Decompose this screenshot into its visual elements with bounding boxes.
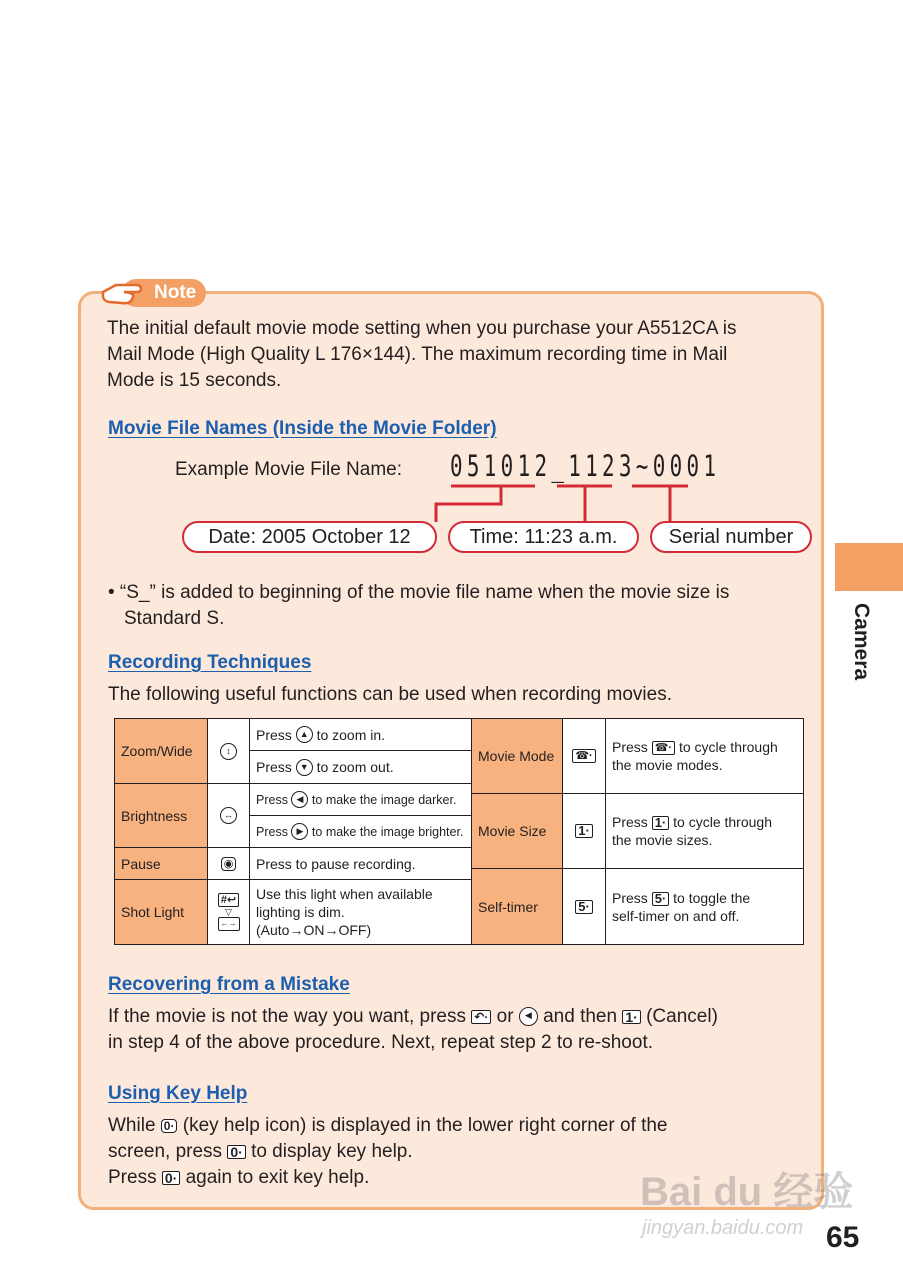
self-timer-post: to toggle the <box>673 889 751 906</box>
zoom-label: Zoom/Wide <box>115 719 208 784</box>
movie-size-post: to cycle through <box>673 814 772 830</box>
keyhelp-l2b: to display key help. <box>251 1141 413 1162</box>
movie-mode-desc <box>606 719 803 794</box>
note-line-1: The initial default movie mode setting when you purchase your A5512CA is <box>107 318 737 339</box>
zoom-in-desc <box>250 719 472 751</box>
mistake-l1b: or <box>496 1006 514 1027</box>
page-number: 65 <box>826 1221 860 1254</box>
section-label-wrap <box>845 603 875 693</box>
self-timer-pre: Press <box>612 889 648 906</box>
shot-light-desc <box>250 880 472 944</box>
zoom-in-pre: Press <box>256 726 292 743</box>
left-key-icon: ◀ <box>291 791 308 808</box>
date-callout: Date: 2005 October 12 <box>182 521 437 553</box>
mistake-line-2: in step 4 of the above procedure. Next, repeat step 2 to re-shoot. <box>108 1032 653 1053</box>
keyhelp-line-3 <box>108 1165 369 1191</box>
movie-mode-line-2: the movie modes. <box>612 757 723 773</box>
call-key-icon: ☎· <box>572 749 595 763</box>
brightness-bright-desc <box>250 816 472 848</box>
mistake-l1d: (Cancel) <box>646 1006 718 1027</box>
bright-post: to make the image brighter. <box>311 824 464 839</box>
movie-size-key-cell <box>563 794 606 869</box>
pause-key-cell <box>208 848 250 880</box>
recording-table <box>114 718 804 945</box>
watermark-url: jingyan.baidu.com <box>642 1217 804 1239</box>
keyhelp-l3a: Press <box>108 1167 157 1188</box>
heading-key-help: Using Key Help <box>108 1083 248 1104</box>
right-key-icon: ▶ <box>291 823 308 840</box>
left-key-icon: ◀ <box>519 1007 538 1026</box>
dark-pre: Press <box>256 792 288 807</box>
brightness-dark-desc <box>250 784 472 816</box>
mistake-l1c: and then <box>543 1006 618 1027</box>
keyhelp-l1b: (key help icon) is displayed in the lower right corner of the <box>182 1115 668 1136</box>
left-right-key-icon: ↔ <box>220 807 237 824</box>
heading-movie-file-names: Movie File Names (Inside the Movie Folder) <box>108 418 497 439</box>
arrow-icon: ▽ <box>225 907 232 917</box>
self-timer-label: Self-timer <box>472 869 563 944</box>
bullet-line-2: Standard S. <box>124 608 225 629</box>
center-key-icon: ◉ <box>221 857 237 871</box>
movie-size-desc <box>606 794 803 869</box>
brightness-label: Brightness <box>115 784 208 848</box>
keyhelp-l3b: again to exit key help. <box>185 1167 370 1188</box>
key-help-icon: 0· <box>161 1119 178 1133</box>
example-file-name: 051012_1123~0001 <box>450 449 721 483</box>
clear-key-icon: ↶· <box>471 1010 491 1024</box>
keyhelp-l1a: While <box>108 1115 156 1136</box>
keyhelp-l2a: screen, press <box>108 1141 223 1162</box>
mistake-line-1 <box>108 1004 718 1030</box>
self-timer-key-cell <box>563 869 606 944</box>
zoom-in-post: to zoom in. <box>316 726 386 743</box>
watermark: Bai du 经验 <box>640 1170 854 1214</box>
key-1-icon: 1· <box>575 824 593 838</box>
note-label: Note <box>122 279 206 307</box>
down-key-icon: ▼ <box>296 759 313 776</box>
section-tab <box>835 543 903 591</box>
shot-light-line-3: (Auto→ON→OFF) <box>256 922 372 938</box>
movie-mode-key-cell <box>563 719 606 794</box>
keyhelp-line-2 <box>108 1139 413 1165</box>
hash-key-icon: #↩ <box>218 893 239 907</box>
mode-key-icon: ←→ <box>218 917 240 931</box>
movie-size-line-2: the movie sizes. <box>612 832 713 848</box>
recording-intro: The following useful functions can be used when recording movies. <box>108 684 672 705</box>
heading-recording-techniques: Recording Techniques <box>108 652 312 673</box>
time-callout: Time: 11:23 a.m. <box>448 521 639 553</box>
key-0-icon: 0· <box>162 1171 180 1185</box>
movie-mode-post: to cycle through <box>678 739 778 755</box>
serial-callout: Serial number <box>650 521 812 553</box>
movie-mode-label: Movie Mode <box>472 719 563 794</box>
up-key-icon: ▲ <box>296 726 313 743</box>
movie-size-label: Movie Size <box>472 794 563 869</box>
brightness-key-cell <box>208 784 250 848</box>
key-5-icon-inline: 5· <box>652 892 670 906</box>
keyhelp-line-1 <box>108 1113 668 1139</box>
movie-mode-pre: Press <box>612 739 648 755</box>
pointing-hand-icon <box>100 280 144 306</box>
up-down-key-icon: ↕ <box>220 743 237 760</box>
shot-light-key-cell <box>208 880 250 944</box>
zoom-out-post: to zoom out. <box>316 759 394 775</box>
section-label: Camera <box>850 603 873 681</box>
zoom-out-desc <box>250 751 472 784</box>
shot-light-label: Shot Light <box>115 880 208 944</box>
self-timer-desc <box>606 869 803 944</box>
dark-post: to make the image darker. <box>311 792 457 807</box>
key-1-icon-inline: 1· <box>652 816 670 830</box>
self-timer-line-2: self-timer on and off. <box>612 907 740 924</box>
mistake-l1a: If the movie is not the way you want, press <box>108 1006 467 1027</box>
zoom-key-cell <box>208 719 250 784</box>
bullet-line-1: • “S_” is added to beginning of the movie file name when the movie size is <box>108 582 730 603</box>
note-line-3: Mode is 15 seconds. <box>107 370 282 391</box>
shot-light-line-2: lighting is dim. <box>256 904 345 920</box>
note-line-2: Mail Mode (High Quality L 176×144). The maximum recording time in Mail <box>107 344 728 365</box>
example-label: Example Movie File Name: <box>175 459 403 480</box>
pause-label: Pause <box>115 848 208 880</box>
bright-pre: Press <box>256 824 288 839</box>
heading-recovering: Recovering from a Mistake <box>108 974 350 995</box>
key-0-icon: 0· <box>227 1145 245 1159</box>
key-5-icon: 5· <box>575 900 593 914</box>
call-key-icon-inline: ☎· <box>652 741 675 755</box>
pause-desc: Press to pause recording. <box>250 848 472 880</box>
movie-size-pre: Press <box>612 814 648 830</box>
shot-light-line-1: Use this light when available <box>256 886 433 902</box>
key-1-icon: 1· <box>622 1010 640 1024</box>
zoom-out-pre: Press <box>256 759 292 775</box>
